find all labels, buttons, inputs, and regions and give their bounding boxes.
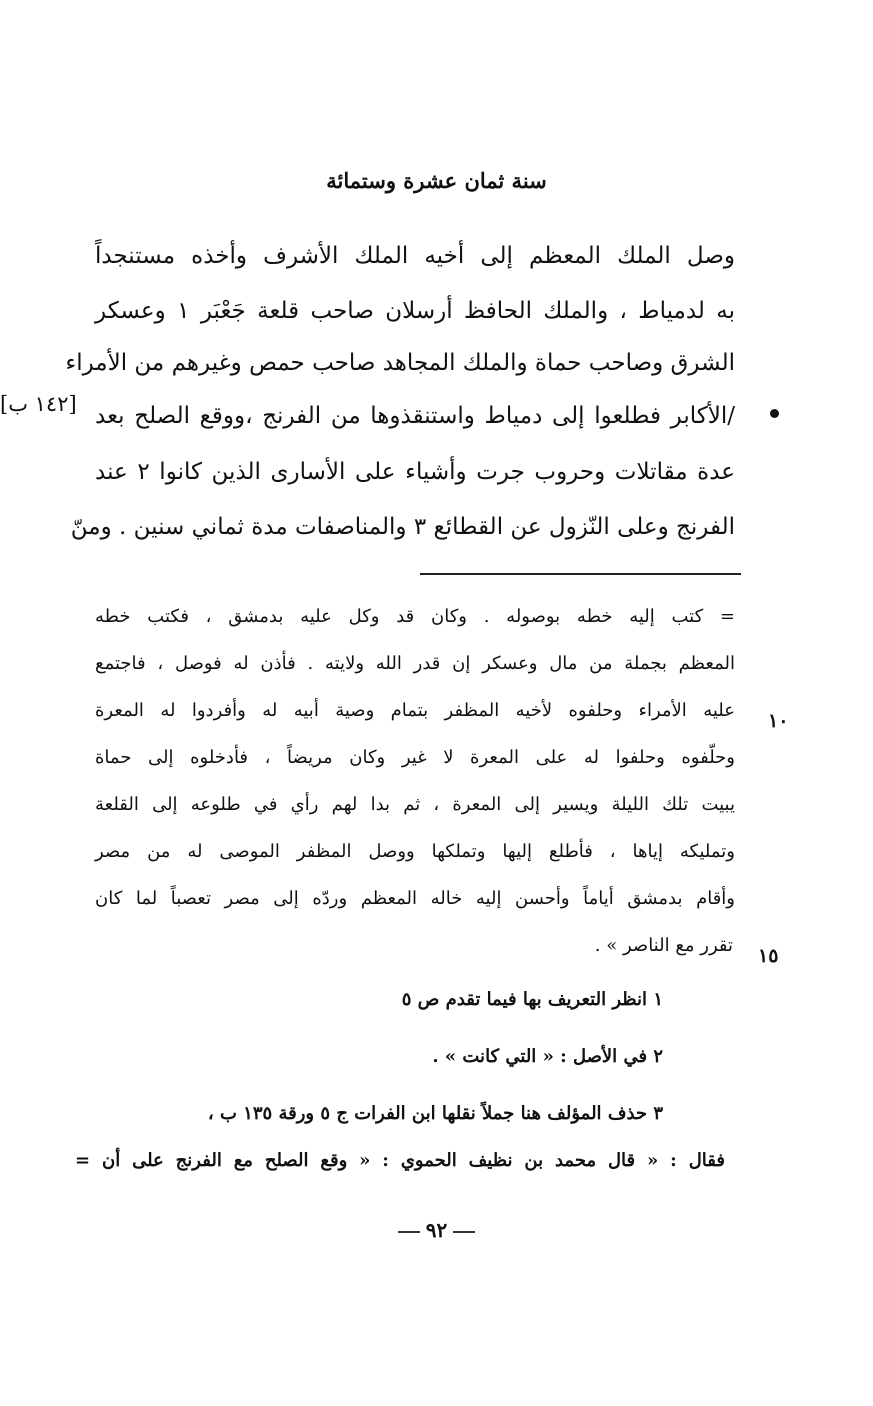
main-text-line: عدة مقاتلات وحروب جرت وأشياء على الأسارى الذين كانوا ٢ عند xyxy=(95,459,735,485)
footnote-line: يبيت تلك الليلة ويسير إلى المعرة ، ثم بدا لهم رأي في طلوعه إلى القلعة xyxy=(95,794,735,815)
line-number: ١٥ xyxy=(758,945,779,967)
main-text-line: الشرق وصاحب حماة والملك المجاهد صاحب حمص وغيرهم من الأمراء xyxy=(65,350,735,376)
footnote-line: وأقام بدمشق أياماً وأحسن إليه خاله المعظم وردّه إلى مصر تعصباً لما كان xyxy=(95,888,735,909)
page-number-dash xyxy=(453,1231,475,1233)
line-number: ١٠ xyxy=(768,710,789,732)
main-text-line: الفرنج وعلى النّزول عن القطائع ٣ والمناصفات مدة ثماني سنين . ومنّ xyxy=(70,514,735,540)
main-text-line: وصل الملك المعظم إلى أخيه الملك الأشرف وأخذه مستنجداً xyxy=(95,243,735,269)
footnote-line: المعظم بجملة من مال وعسكر إن قدر الله ولايته . فأذن له فوصل ، فاجتمع xyxy=(95,653,735,674)
page-number xyxy=(0,1218,873,1242)
manuscript-folio-ref: [١٤٢ ب] xyxy=(0,392,77,416)
footnote-3-continuation: فقال : « قال محمد بن نظيف الحموي : « وقع الصلح مع الفرنج على أن = xyxy=(75,1150,725,1171)
footnote-line: عليه الأمراء وحلفوه لأخيه المظفر بتمام وصية أبيه له وأفردوا له المعرة xyxy=(95,700,735,721)
footnote-line: وحلّفوه وحلفوا له على المعرة لا غير وكان مريضاً ، فأدخلوه إلى حماة xyxy=(95,747,735,768)
footnote-line: وتمليكه إياها ، فأطلع إليها وتملكها ووصل المظفر الموصى له من مصر xyxy=(95,841,735,862)
footnote-line: = كتب إليه خطه بوصوله . وكان قد وكل عليه بدمشق ، فكتب خطه xyxy=(95,606,735,627)
footnote-3: ٣ حذف المؤلف هنا جملاً نقلها ابن الفرات ج ٥ ورقة ١٣٥ ب ، xyxy=(207,1103,663,1124)
page-number-value: ٩٢ xyxy=(425,1218,448,1242)
page-number-dash xyxy=(398,1231,420,1233)
main-text-line: به لدمياط ، والملك الحافظ أرسلان صاحب قلعة جَعْبَر ١ وعسكر xyxy=(95,298,736,324)
margin-bullet xyxy=(770,409,779,418)
footnote-divider xyxy=(420,573,741,575)
footnote-line: تقرر مع الناصر » . xyxy=(594,935,733,956)
page-title: سنة ثمان عشرة وستمائة xyxy=(326,168,547,193)
footnote-2: ٢ في الأصل : « التي كانت » . xyxy=(432,1046,663,1067)
main-text-line: /الأكابر فطلعوا إلى دمياط واستنقذوها من الفرنج ،ووقع الصلح بعد xyxy=(95,403,735,429)
footnote-1: ١ انظر التعريف بها فيما تقدم ص ٥ xyxy=(401,989,663,1010)
